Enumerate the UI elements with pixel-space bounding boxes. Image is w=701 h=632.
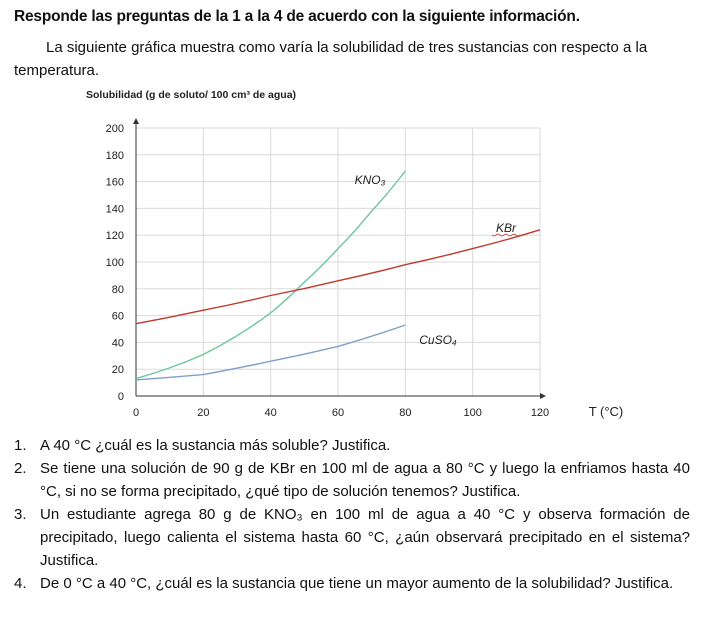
y-tick-label: 20 [111,364,124,377]
x-axis-arrow [540,393,546,399]
x-tick-label: 60 [331,407,345,419]
series-label: CuSO₄ [419,333,457,347]
question-number: 4. [14,575,27,592]
question-text: Un estudiante agrega 80 g de KNO₃ en 100 ml de agua a 40 °C y observa formación de precipitado, luego calienta el sistema hasta 60 °C, ¿aún observará precipitado en el sistema? Justifica. [40,506,690,569]
intro-paragraph: La siguiente gráfica muestra como varía la solubilidad de tres sustancias con respecto a la temperatura. [14,39,648,79]
x-tick-label: 40 [264,407,277,419]
y-tick-label: 180 [105,149,124,162]
y-tick-label: 160 [105,176,124,189]
x-tick-label: 80 [399,407,412,419]
question-text: A 40 °C ¿cuál es la sustancia más soluble? Justifica. [40,437,391,454]
question-text: De 0 °C a 40 °C, ¿cuál es la sustancia que tiene un mayor aumento de la solubilidad? Justifica. [40,575,674,592]
chart-title: Solubilidad (g de soluto/ 100 cm³ de agua) [86,89,297,101]
x-tick-label: 0 [132,407,140,419]
y-tick-label: 40 [111,337,124,350]
x-tick-label: 20 [197,407,210,419]
y-tick-label: 100 [105,257,124,269]
question-number: 3. [14,506,27,523]
y-tick-label: 0 [117,391,124,403]
y-tick-label: 140 [105,203,124,216]
x-tick-label: 120 [530,407,550,419]
x-axis-label: T (°C) [588,404,624,419]
solubility-chart-svg [0,84,701,424]
y-tick-label: 200 [105,123,124,135]
question-text: Se tiene una solución de 90 g de KBr en 100 ml de agua a 80 °C y luego la enfriamos hasta 40 °C, si no se forma precipitado, ¿qué tipo de solución tenemos? Justifica. [40,460,690,500]
question-number: 1. [14,437,27,454]
series-label: KBr [495,221,517,235]
question-item [14,572,690,595]
question-list [14,434,690,595]
solubility-chart [0,84,701,424]
instructions-heading: Responde las preguntas de la 1 a la 4 de acuerdo con la siguiente información. [14,8,580,25]
series-label: KNO₃ [354,173,386,187]
question-item [14,503,690,572]
question-item [14,457,690,503]
y-tick-label: 80 [111,283,124,296]
y-tick-label: 60 [111,310,124,323]
y-axis-arrow [133,118,139,124]
y-tick-label: 120 [105,230,124,243]
x-tick-label: 100 [463,407,482,419]
question-item [14,434,690,457]
question-number: 2. [14,460,27,477]
